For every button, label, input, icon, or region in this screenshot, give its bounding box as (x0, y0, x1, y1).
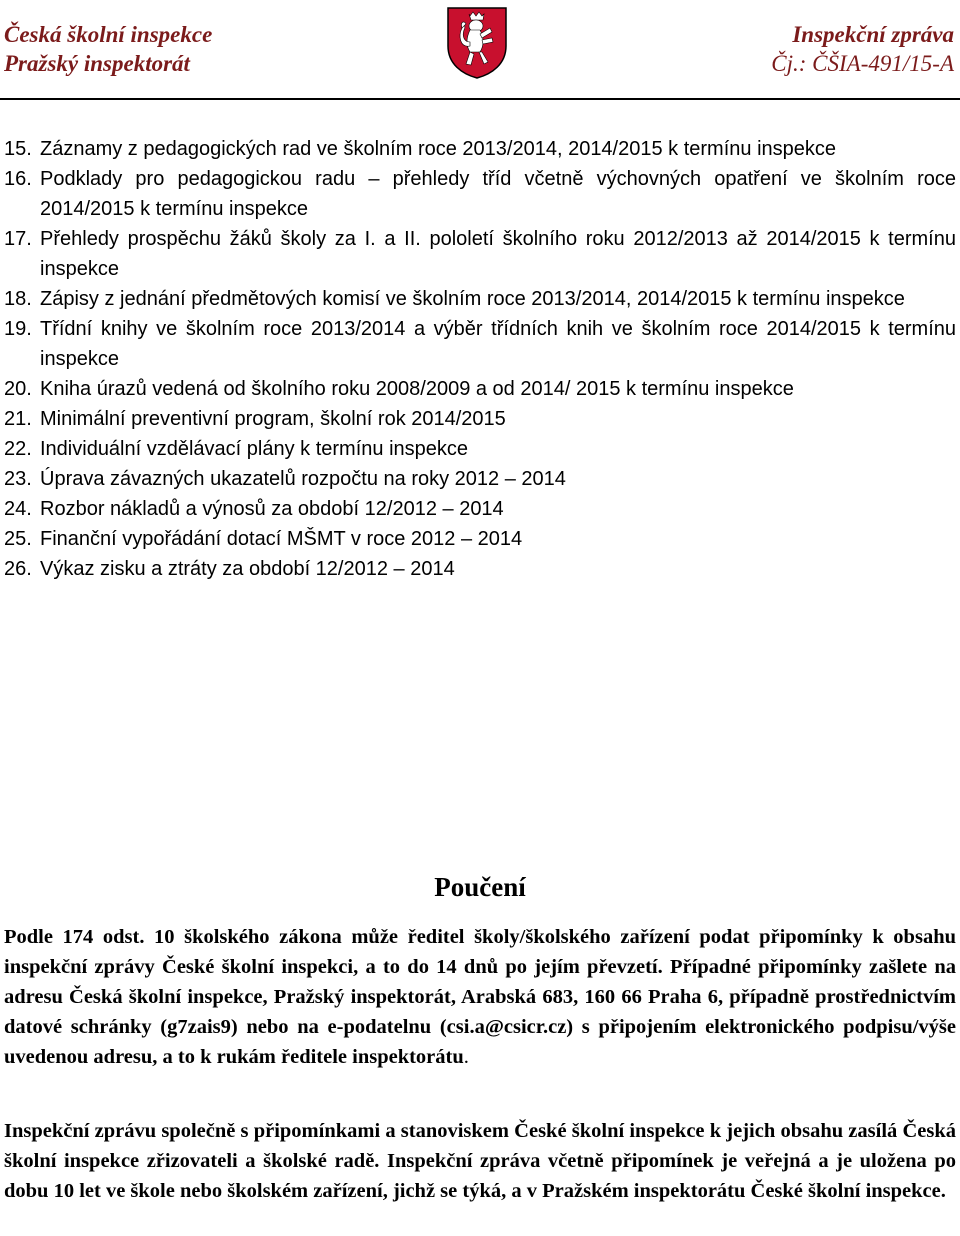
list-item-text: Rozbor nákladů a výnosů za období 12/2012 – 2014 (40, 498, 504, 520)
list-item-text: Úprava závazných ukazatelů rozpočtu na roky 2012 – 2014 (40, 468, 566, 490)
list-item-number: 25. (4, 528, 32, 550)
notice-paragraph-2: Inspekční zprávu společně s připomínkami a stanoviskem České školní inspekce k jejich obsahu zasílá Česká školní inspekce zřizovateli a školské radě. Inspekční zpráva včetně připomínek je veřejná a je uložena po dobu 10 let ve škole nebo školském zařízení, jichž se týká, a v Pražském inspektorátu České školní inspekce. (4, 1120, 956, 1202)
list-item-number: 18. (4, 288, 32, 310)
list-item (4, 314, 956, 374)
attachment-list (4, 134, 956, 584)
list-item-text: Záznamy z pedagogických rad ve školním roce 2013/2014, 2014/2015 k termínu inspekce (40, 138, 837, 160)
list-item-text: Přehledy prospěchu žáků školy za I. a II. pololetí školního roku 2012/2013 až 2014/2015 k termínu inspekce (40, 228, 956, 280)
list-item-number: 21. (4, 408, 32, 430)
list-item-number: 22. (4, 438, 32, 460)
list-item-text: Finanční vypořádání dotací MŠMT v roce 2012 – 2014 (40, 528, 523, 550)
list-item-number: 20. (4, 378, 32, 400)
list-item-text: Kniha úrazů vedená od školního roku 2008/2009 a od 2014/ 2015 k termínu inspekce (40, 378, 794, 400)
inspectorate-name: Pražský inspektorát (4, 51, 190, 76)
list-item-number: 19. (4, 318, 32, 340)
list-item (4, 224, 956, 284)
list-item-number: 23. (4, 468, 32, 490)
list-item-text: Třídní knihy ve školním roce 2013/2014 a výběr třídních knih ve školním roce 2014/2015 k termínu inspekce (40, 318, 956, 370)
list-item (4, 134, 956, 164)
list-item (4, 524, 956, 554)
list-item-text: Zápisy z jednání předmětových komisí ve školním roce 2013/2014, 2014/2015 k termínu inspekce (40, 288, 905, 310)
page-header (0, 0, 960, 96)
list-item (4, 494, 956, 524)
list-item-text: Podklady pro pedagogickou radu – přehledy tříd včetně výchovných opatření ve školním roce 2014/2015 k termínu inspekce (40, 168, 956, 220)
list-item-number: 16. (4, 168, 32, 190)
institution-name: Česká školní inspekce (4, 22, 213, 47)
list-item (4, 404, 956, 434)
list-item-number: 15. (4, 138, 32, 160)
notice-text: Podle 174 odst. 10 školského zákona může ředitel školy/školského zařízení podat připomínky k obsahu inspekční zprávy České školní inspekci, a to do 14 dnů po jejím převzetí. Případné připomínky zašlete na adresu Česká školní inspekce, Pražský inspektorát, Arabská 683, 160 66 Praha 6, případně prostřednictvím datové schránky (g7zais9) nebo na e-podatelnu (csi.a@csicr.cz) s připojením elektronického podpisu/výše uvedenou adresu, a to k rukám ředitele inspektorátu (4, 926, 956, 1068)
list-item (4, 374, 956, 404)
list-item (4, 464, 956, 494)
document-type: Inspekční zpráva (792, 22, 954, 47)
notice-text-end: . (463, 1046, 469, 1068)
header-right (771, 20, 954, 78)
list-item-text: Výkaz zisku a ztráty za období 12/2012 – 2014 (40, 558, 455, 580)
header-left (4, 20, 212, 78)
list-item-number: 24. (4, 498, 32, 520)
section-title: Poučení (434, 872, 526, 902)
list-item-text: Individuální vzdělávací plány k termínu inspekce (40, 438, 469, 460)
lion-coat-of-arms-icon (446, 6, 508, 80)
notice-paragraph-1 (4, 922, 956, 1072)
list-item-text: Minimální preventivní program, školní rok 2014/2015 (40, 408, 506, 430)
list-item (4, 164, 956, 224)
list-item (4, 284, 956, 314)
list-item-number: 26. (4, 558, 32, 580)
list-item-number: 17. (4, 228, 32, 250)
header-divider (0, 98, 960, 100)
list-item (4, 434, 956, 464)
list-item (4, 554, 956, 584)
reference-number: Čj.: ČŠIA-491/15-A (771, 51, 954, 76)
